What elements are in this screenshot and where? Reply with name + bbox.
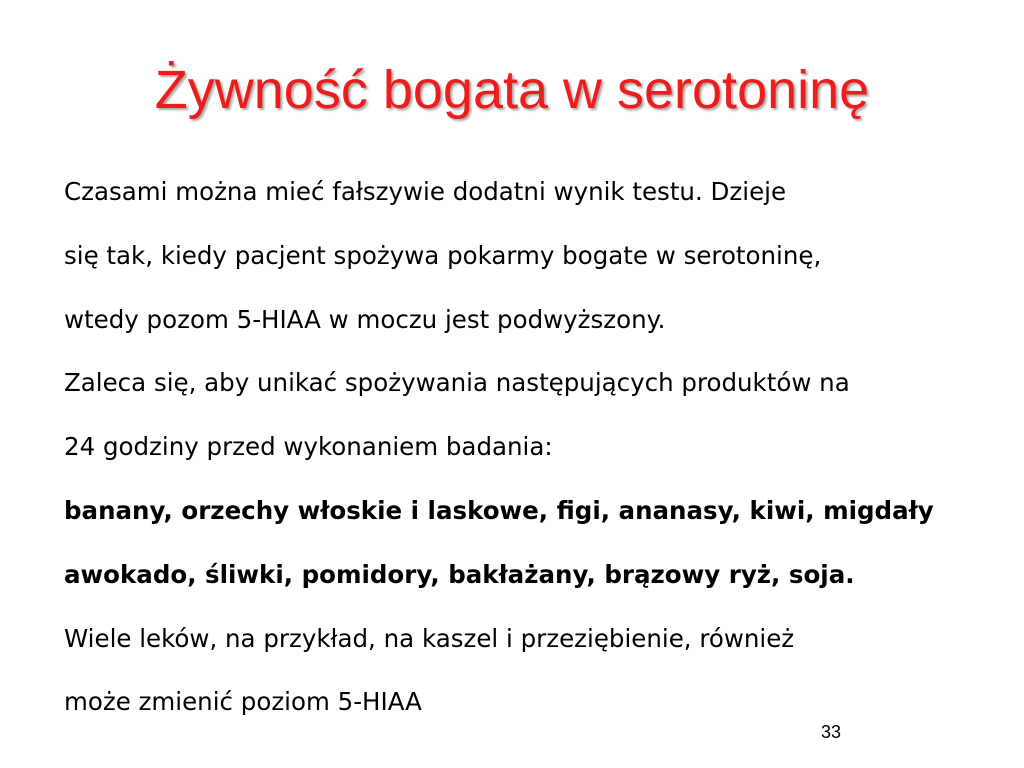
- body-line: Czasami można mieć fałszywie dodatni wynik testu. Dzieje: [64, 177, 787, 206]
- body-line: wtedy pozom 5-HIAA w moczu jest podwyższony.: [64, 304, 666, 334]
- food-list-line: awokado, śliwki, pomidory, bakłażany, brązowy ryż, soja.: [64, 559, 855, 589]
- page-number: 33: [821, 722, 842, 742]
- slide-title: Żywność bogata w serotoninę: [154, 60, 870, 120]
- body-line: 24 godziny przed wykonaniem badania:: [64, 432, 553, 462]
- food-list-line: banany, orzechy włoskie i laskowe, figi, ananasy, kiwi, migdały: [64, 495, 934, 525]
- body-line: się tak, kiedy pacjent spożywa pokarmy bogate w serotoninę,: [64, 240, 822, 270]
- body-line: Zaleca się, aby unikać spożywania następujących produktów na: [64, 368, 850, 398]
- slide-body: [64, 168, 984, 742]
- body-line: może zmienić poziom 5-HIAA: [64, 687, 422, 717]
- body-line: Wiele leków, na przykład, na kaszel i przeziębienie, również: [64, 623, 795, 653]
